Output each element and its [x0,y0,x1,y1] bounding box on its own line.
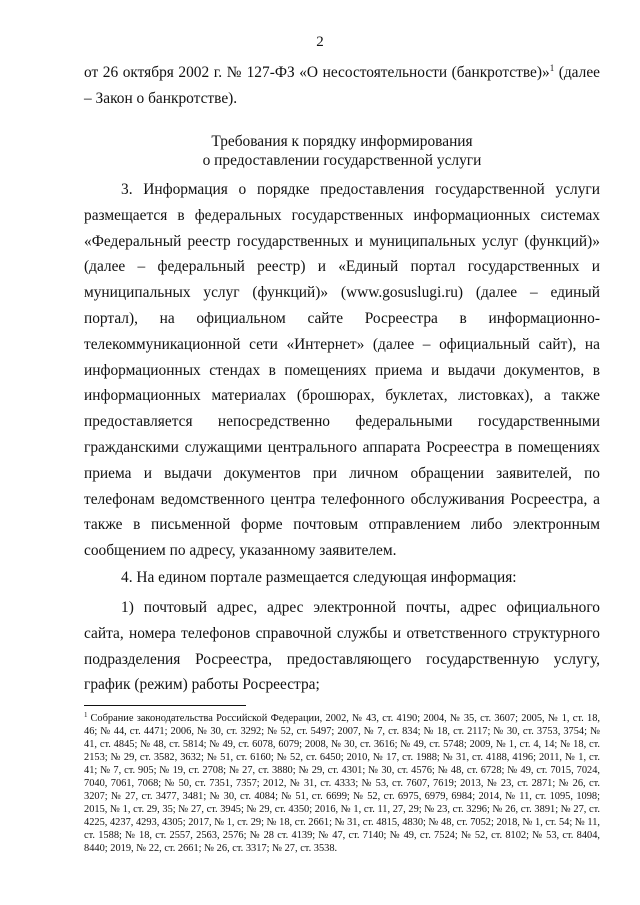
footnote-separator [84,705,246,706]
section-heading [84,132,600,170]
intro-text-continued: (далее – Закон о банкротстве). [84,64,600,107]
paragraph-3: 3. Информация о порядке предоставления государственной услуги размещается в федеральных государственных информационных системах «Федеральный реестр государственных и муниципальных услуг (функций)» (далее – федеральный реестр) и «Единый портал государственных и муниципальных услуг (функций)» (www.gosuslugi.ru) (далее – единый портал), на официальном сайте Росреестра в информационно-телекоммуникационной сети «Интернет» (далее – официальный сайт), на информационных стендах в помещениях приема и выдачи документов, в информационных материалах (брошюрах, буклетах, листовках), а также предоставляется непосредственно федеральными государственными гражданскими служащими центрального аппарата Росреестра в помещениях приема и выдачи документов при личном обращении заявителей, по телефонам ведомственного центра телефонного обслуживания Росреестра, а также в письменной форме почтовым отправлением либо электронным сообщением по адресу, указанному заявителем. [84,181,600,560]
page-number: 2 [316,34,324,50]
footnote-reference[interactable]: 1 [549,62,555,73]
section-heading-line-2: о предоставлении государственной услуги [202,152,482,169]
paragraph-4: 4. На едином портале размещается следующая информация: [121,569,517,586]
intro-paragraph [84,60,600,112]
footnote [84,712,600,855]
footnote-text: Собрание законодательства Российской Федерации, 2002, № 43, ст. 4190; 2004, № 35, ст. 3607; 2005, № 1, ст. 18, 46; № 44, ст. 4471; 2006, № 30, ст. 3292; № 52, ст. 5497; 2007, № 7, ст. 834; № 18, ст. 2117; № 30, ст. 3753, 3754; № 41, ст. 4845; № 48, ст. 5814; № 49, ст. 6078, 6079; 2008, № 30, ст. 3616; № 49, ст. 5748; 2009, № 1, ст. 4, 14; № 18, ст. 2153; № 29, ст. 3582, 3632; № 51, ст. 6160; № 52, ст. 6450; 2010, № 17, ст. 1988; № 31, ст. 4188, 4196; 2011, № 1, ст. 41; № 7, ст. 905; № 19, ст. 2708; № 27, ст. 3880; № 29, ст. 4301; № 30, ст. 4576; № 48, ст. 6728; № 49, ст. 7015, 7024, 7040, 7061, 7068; № 50, ст. 7351, 7357; 2012, № 31, ст. 4333; № 53, ст. 7607, 7619; 2013, № 23, ст. 2871; № 26, ст. 3207; № 27, ст. 3477, 3481; № 30, ст. 4084; № 51, ст. 6699; № 52, ст. 6975, 6979, 6984; 2014, № 11, ст. 1095, 1098; 2015, № 1, ст. 29, 35; № 27, ст. 3945; № 29, ст. 4350; 2016, № 1, ст. 11, 27, 29; № 23, ст. 3296; № 26, ст. 3891; № 27, ст. 4225, 4237, 4293, 4305; 2017, № 1, ст. 29; № 18, ст. 2661; № 31, ст. 4815, 4830; № 48, ст. 7052; 2018, № 1, ст. 54; № 11, ст. 1588; № 18, ст. 2557, 2563, 2576; № 28 ст. 4139; № 47, ст. 7140; № 49, ст. 7524; № 52, ст. 8102; № 53, ст. 8404, 8440; 2019, № 22, ст. 2661; № 26, ст. 3317; № 27, ст. 3538. [84,713,600,854]
intro-text: от 26 октября 2002 г. № 127-ФЗ «О несостоятельности (банкротстве)» [84,64,550,81]
footnote-mark: 1 [84,710,88,719]
section-heading-line-1: Требования к порядку информирования [211,133,473,150]
paragraph-4-item-1: 1) почтовый адрес, адрес электронной почты, адрес официального сайта, номера телефонов справочной службы и ответственного структурного подразделения Росреестра, предоставляющего государственную услугу, график (режим) работы Росреестра; [84,599,600,694]
